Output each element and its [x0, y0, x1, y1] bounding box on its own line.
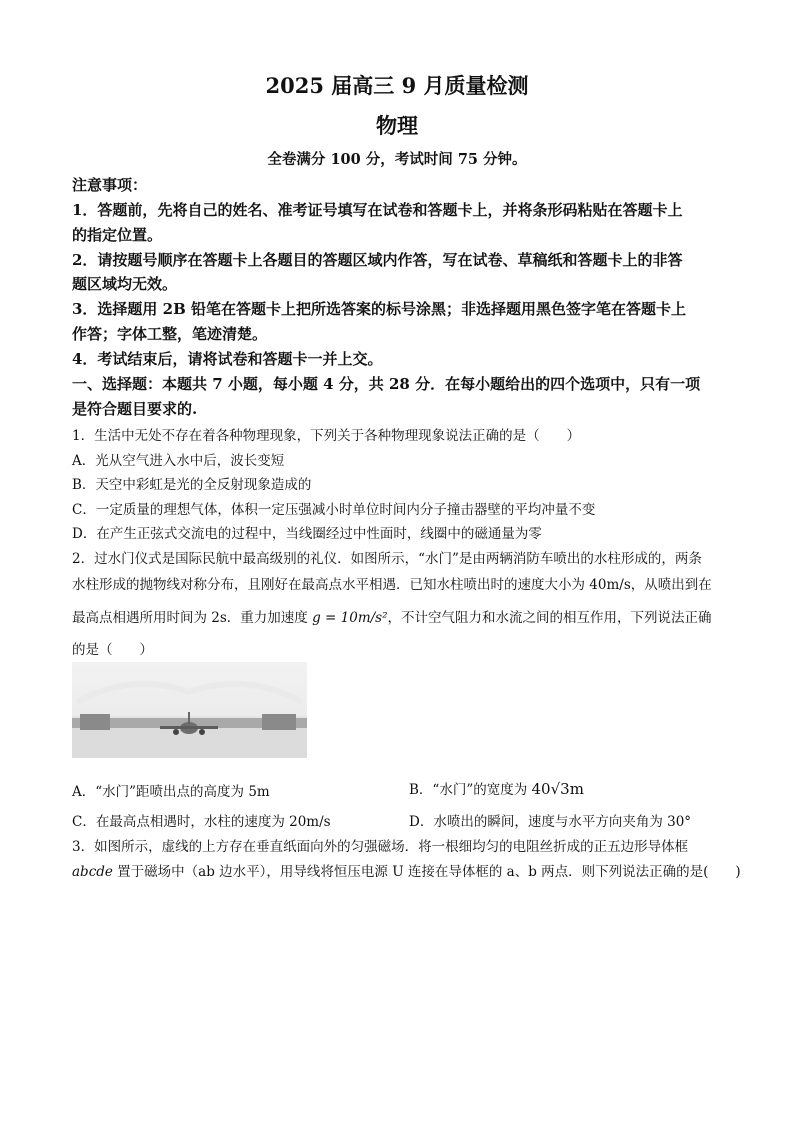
q1-option-c: C．一定质量的理想气体，体积一定压强减小时单位时间内分子撞击器壁的平均冲量不变	[72, 502, 596, 518]
exam-title: 2025 届高三 9 月质量检测	[265, 73, 529, 98]
notice-line: 4．考试结束后，请将试卷和答题卡一并上交。	[72, 350, 383, 368]
q2-option-c: C．在最高点相遇时，水柱的速度为 20m/s	[72, 814, 331, 830]
q1-option-b: B．天空中彩虹是光的全反射现象造成的	[72, 477, 312, 493]
notice-line: 题区域均无效。	[72, 275, 178, 293]
q1-option-a: A．光从空气进入水中后，波长变短	[72, 453, 285, 469]
section-heading: 一、选择题：本题共 7 小题，每小题 4 分，共 28 分．在每小题给出的四个选项中，只有一项	[72, 375, 701, 393]
q2-stem-line: 最高点相遇所用时间为 2s．重力加速度 g = 10m/s²，不计空气阻力和水流之间的相互作用，下列说法正确	[72, 610, 712, 626]
pentagon-label: abcde	[72, 864, 113, 880]
q2-option-b: B．“水门”的宽度为 40√3m	[409, 780, 584, 798]
airplane-illustration	[72, 662, 307, 758]
gravity-formula: g = 10m/s²	[312, 610, 388, 626]
width-formula: 40√3m	[531, 780, 584, 798]
notice-line: 的指定位置。	[72, 226, 163, 244]
notice-line: 2．请按题号顺序在答题卡上各题目的答题区域内作答，写在试卷、草稿纸和答题卡上的非答	[72, 251, 683, 269]
q2-stem-line: 2．过水门仪式是国际民航中最高级别的礼仪．如图所示，“水门”是由两辆消防车喷出的水柱形成的，两条	[72, 551, 702, 567]
q1-option-d: D．在产生正弦式交流电的过程中，当线圈经过中性面时，线圈中的磁通量为零	[72, 526, 542, 542]
subject-title: 物理	[376, 113, 418, 138]
q2-option-d: D．水喷出的瞬间，速度与水平方向夹角为 30°	[409, 814, 692, 830]
notice-line: 3．选择题用 2B 铅笔在答题卡上把所选答案的标号涂黑；非选择题用黑色签字笔在答题卡上	[72, 300, 687, 318]
notice-line: 作答；字体工整，笔迹清楚。	[72, 325, 268, 343]
water-gate-photo	[72, 662, 307, 758]
q2-stem-line: 水柱形成的抛物线对称分布，且刚好在最高点水平相遇．已知水柱喷出时的速度大小为 40m/s，从喷出到在	[72, 577, 712, 593]
exam-info: 全卷满分 100 分，考试时间 75 分钟。	[267, 151, 527, 168]
notice-line: 1．答题前，先将自己的姓名、准考证号填写在试卷和答题卡上，并将条形码粘贴在答题卡上	[72, 201, 683, 219]
q2-option-a: A．“水门”距喷出点的高度为 5m	[72, 784, 270, 800]
q1-stem: 1．生活中无处不存在着各种物理现象，下列关于各种物理现象说法正确的是（ ）	[72, 428, 581, 444]
q2-stem-line: 的是（ ）	[72, 642, 153, 658]
notice-heading: 注意事项：	[72, 176, 148, 194]
q3-stem-line: abcde 置于磁场中（ab 边水平），用导线将恒压电源 U 连接在导体框的 a、b 两点．则下列说法正确的是( )	[72, 864, 741, 880]
section-heading-cont: 是符合题目要求的.	[72, 400, 198, 418]
q3-stem-line: 3．如图所示，虚线的上方存在垂直纸面向外的匀强磁场．将一根细均匀的电阻丝折成的正五边形导体框	[72, 839, 689, 855]
